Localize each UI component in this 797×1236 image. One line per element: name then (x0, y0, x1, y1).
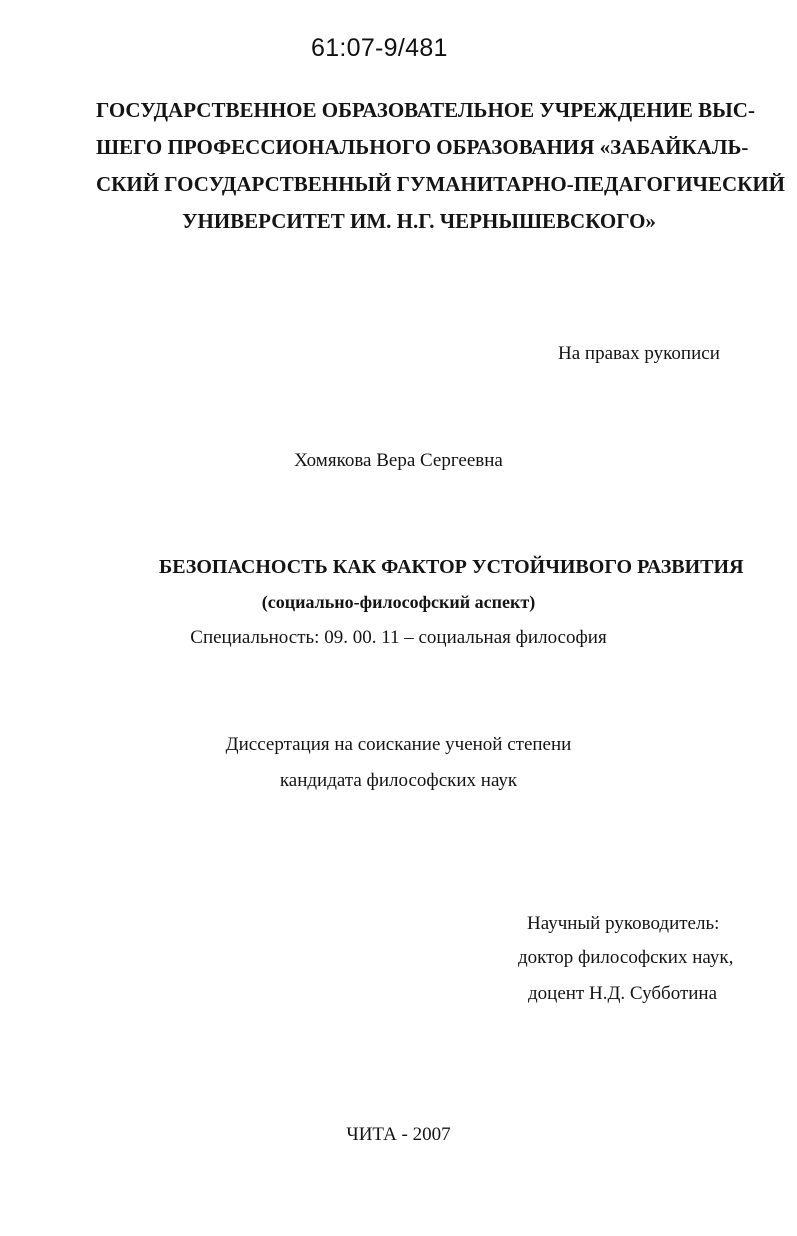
catalog-code: 61:07-9/481 (311, 34, 448, 62)
thesis-title: БЕЗОПАСНОСТЬ КАК ФАКТОР УСТОЙЧИВОГО РАЗВИТИЯ (159, 556, 744, 578)
city-year: ЧИТА - 2007 (346, 1124, 451, 1145)
institution-line-1: ГОСУДАРСТВЕННОЕ ОБРАЗОВАТЕЛЬНОЕ УЧРЕЖДЕНИЕ ВЫС- (96, 98, 755, 122)
author-name: Хомякова Вера Сергеевна (294, 450, 503, 471)
institution-name (96, 92, 786, 240)
advisor-degree: доктор философских наук, (518, 947, 734, 968)
degree-line-2: кандидата философских наук (279, 770, 518, 791)
degree-line-1: Диссертация на соискание ученой степени (225, 734, 572, 755)
specialty-line: Специальность: 09. 00. 11 – социальная философия (190, 627, 607, 648)
thesis-subtitle: (социально-философский аспект) (261, 592, 536, 612)
institution-line-4: УНИВЕРСИТЕТ ИМ. Н.Г. ЧЕРНЫШЕВСКОГО» (182, 209, 656, 233)
institution-line-2: ШЕГО ПРОФЕССИОНАЛЬНОГО ОБРАЗОВАНИЯ «ЗАБАЙКАЛЬ- (96, 135, 749, 159)
advisor-label: Научный руководитель: (527, 913, 720, 934)
manuscript-note: На правах рукописи (558, 343, 720, 364)
institution-line-3: СКИЙ ГОСУДАРСТВЕННЫЙ ГУМАНИТАРНО-ПЕДАГОГИЧЕСКИЙ (96, 172, 786, 196)
advisor-name: доцент Н.Д. Субботина (528, 983, 718, 1004)
